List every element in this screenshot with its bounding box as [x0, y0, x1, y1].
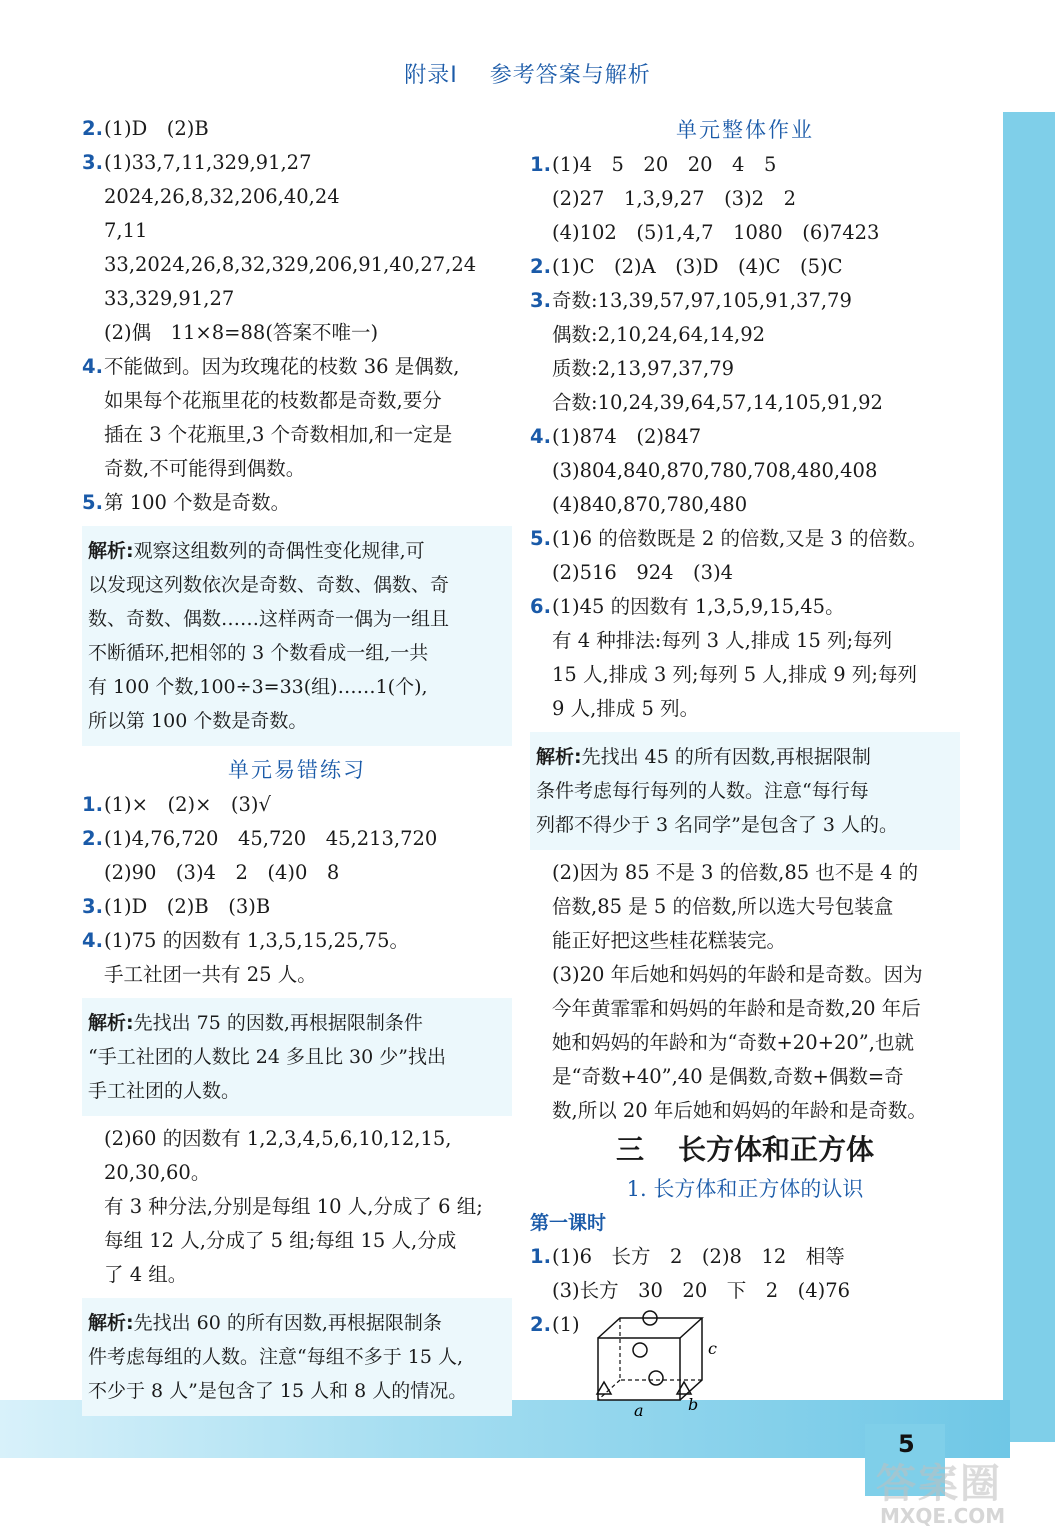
- question-number: 2.: [530, 1313, 551, 1336]
- analysis-text: 观察这组数列的奇偶性变化规律,可: [133, 540, 425, 562]
- circle-mark: [649, 1371, 663, 1385]
- answer-text: (1)874 (2)847: [552, 425, 702, 448]
- answer-text: (1)75 的因数有 1,3,5,15,25,75。: [104, 929, 409, 952]
- answer-item: [82, 112, 512, 146]
- answer-line: (3)长方 30 20 下 2 (4)76: [552, 1279, 851, 1302]
- chapter-number: 三: [615, 1133, 644, 1166]
- cuboid-right-face: [680, 1318, 702, 1400]
- analysis-label: 解析:: [88, 1312, 134, 1334]
- analysis-line: “手工社团的人数比 24 多且比 30 少”找出: [88, 1046, 446, 1068]
- answer-item: [530, 522, 960, 556]
- analysis-text: 先找出 75 的因数,再根据限制条件: [133, 1012, 423, 1034]
- answer-line: (2)90 (3)4 2 (4)0 8: [104, 861, 340, 884]
- analysis-line: [88, 1306, 506, 1340]
- left-column: [82, 112, 512, 1422]
- question-number: 2.: [82, 117, 103, 140]
- answer-text: (1)33,7,11,329,91,27: [104, 151, 312, 174]
- cuboid-front-face: [598, 1338, 680, 1400]
- cuboid-figure-item: [530, 1308, 960, 1418]
- answer-text: (1)45 的因数有 1,3,5,9,15,45。: [552, 595, 845, 618]
- question-number: 5.: [530, 527, 551, 550]
- answer-item: [82, 924, 512, 958]
- watermark-logo: [870, 1452, 1050, 1532]
- answer-item: [530, 1240, 960, 1274]
- answer-item: [82, 822, 512, 856]
- answer-line: 插在 3 个花瓶里,3 个奇数相加,和一定是: [104, 423, 453, 446]
- answer-text: (1)× (2)× (3)√: [104, 793, 271, 816]
- answer-line: 能正好把这些桂花糕装完。: [552, 929, 787, 952]
- answer-text: (1)D (2)B (3)B: [104, 895, 271, 918]
- question-number: 3.: [82, 151, 103, 174]
- circle-mark: [633, 1343, 647, 1357]
- answer-text: (1)6 长方 2 (2)8 12 相等: [552, 1245, 845, 1268]
- analysis-line: 列都不得少于 3 名同学”是包含了 3 人的。: [536, 814, 899, 836]
- answer-text: (1)4,76,720 45,720 45,213,720: [104, 827, 438, 850]
- answer-line: 质数:2,13,97,37,79: [552, 357, 735, 380]
- lesson-label: 第一课时: [530, 1212, 607, 1234]
- question-number: 5.: [82, 491, 103, 514]
- question-number: 4.: [82, 929, 103, 952]
- right-column: [530, 112, 960, 1418]
- answer-line: 每组 12 人,分成了 5 组;每组 15 人,分成: [104, 1229, 457, 1252]
- question-number: 3.: [82, 895, 103, 918]
- answer-line: (2)27 1,3,9,27 (3)2 2: [552, 187, 796, 210]
- edge-label-c: c: [708, 1339, 717, 1358]
- appendix-label: 附录Ⅰ: [404, 63, 458, 88]
- cuboid-top-face: [598, 1318, 702, 1338]
- answer-line: 是“奇数+40”,40 是偶数,奇数+偶数=奇: [552, 1065, 904, 1088]
- answer-item: [82, 146, 512, 180]
- analysis-line: [536, 740, 954, 774]
- analysis-line: 不断循环,把相邻的 3 个数看成一组,一共: [88, 642, 429, 664]
- answer-line: 偶数:2,10,24,64,14,92: [552, 323, 766, 346]
- question-number: 1.: [530, 153, 551, 176]
- section-title: 单元易错练习: [228, 758, 366, 782]
- answer-line: 9 人,排成 5 列。: [552, 697, 700, 720]
- answer-line: 倍数,85 是 5 的倍数,所以选大号包装盒: [552, 895, 894, 918]
- answer-line: (3)20 年后她和妈妈的年龄和是奇数。因为: [552, 963, 923, 986]
- analysis-line: 件考虑每组的人数。注意“每组不多于 15 人,: [88, 1346, 464, 1368]
- answer-line: 合数:10,24,39,64,57,14,105,91,92: [552, 391, 883, 414]
- answer-line: 有 3 种分法,分别是每组 10 人,分成了 6 组;: [104, 1195, 483, 1218]
- answer-line: 数,所以 20 年后她和妈妈的年龄和是奇数。: [552, 1099, 927, 1122]
- answer-item: [82, 350, 512, 384]
- answer-item: [530, 250, 960, 284]
- answer-line: (2)516 924 (3)4: [552, 561, 734, 584]
- cuboid-hidden-edges: [620, 1318, 702, 1380]
- analysis-line: 数、奇数、偶数……这样两奇一偶为一组且: [88, 608, 450, 630]
- answer-line: 手工社团一共有 25 人。: [104, 963, 317, 986]
- question-number: 6.: [530, 595, 551, 618]
- watermark-small: MXQE.COM: [880, 1504, 1006, 1528]
- answer-text: (1)C (2)A (3)D (4)C (5)C: [552, 255, 843, 278]
- question-number: 1.: [82, 793, 103, 816]
- answer-text: 不能做到。因为玫瑰花的枝数 36 是偶数,: [104, 355, 460, 378]
- answer-item: [530, 420, 960, 454]
- section-title: 单元整体作业: [676, 118, 814, 142]
- edge-label-a: a: [634, 1401, 644, 1418]
- question-number: 2.: [82, 827, 103, 850]
- answer-line: 15 人,排成 3 列;每列 5 人,排成 9 列;每列: [552, 663, 917, 686]
- analysis-line: 不少于 8 人”是包含了 15 人和 8 人的情况。: [88, 1380, 468, 1402]
- header-title: 参考答案与解析: [489, 63, 651, 88]
- answer-line: 如果每个花瓶里花的枝数都是奇数,要分: [104, 389, 442, 412]
- analysis-line: [88, 534, 506, 568]
- analysis-text: 先找出 45 的所有因数,再根据限制: [581, 746, 871, 768]
- answer-line: 奇数,不可能得到偶数。: [104, 457, 306, 480]
- cuboid-diagram: [590, 1310, 730, 1418]
- answer-text: (1)4 5 20 20 4 5: [552, 153, 777, 176]
- question-number: 3.: [530, 289, 551, 312]
- analysis-line: 条件考虑每行每列的人数。注意“每行每: [536, 780, 869, 802]
- answer-item: [82, 788, 512, 822]
- answer-item: [530, 148, 960, 182]
- page-header: [0, 58, 1055, 89]
- analysis-label: 解析:: [88, 1012, 134, 1034]
- analysis-text: 先找出 60 的所有因数,再根据限制条: [133, 1312, 442, 1334]
- answer-line: (2)60 的因数有 1,2,3,4,5,6,10,12,15,: [104, 1127, 452, 1150]
- question-number: 4.: [82, 355, 103, 378]
- subsection-title: 1. 长方体和正方体的认识: [626, 1177, 864, 1201]
- answer-line: (3)804,840,870,780,708,480,408: [552, 459, 878, 482]
- answer-text: (1)D (2)B: [104, 117, 209, 140]
- answer-line: 33,2024,26,8,32,329,206,91,40,27,24: [104, 253, 477, 276]
- analysis-line: [88, 1006, 506, 1040]
- watermark-big: 答案圈: [876, 1461, 1002, 1507]
- question-number: 2.: [530, 255, 551, 278]
- answer-line: 33,329,91,27: [104, 287, 235, 310]
- analysis-line: 所以第 100 个数是奇数。: [88, 710, 308, 732]
- analysis-box: [82, 1298, 512, 1416]
- chapter-title: [530, 1128, 960, 1172]
- answer-line: 2024,26,8,32,206,40,24: [104, 185, 340, 208]
- page-number: 5: [898, 1430, 915, 1458]
- answer-line: (4)840,870,780,480: [552, 493, 748, 516]
- answer-text: 第 100 个数是奇数。: [104, 491, 291, 514]
- answer-line: (2)因为 85 不是 3 的倍数,85 也不是 4 的: [552, 861, 919, 884]
- answer-text: 奇数:13,39,57,97,105,91,37,79: [552, 289, 852, 312]
- analysis-box: [82, 526, 512, 746]
- answer-line: 20,30,60。: [104, 1161, 211, 1184]
- analysis-line: 有 100 个数,100÷3=33(组)……1(个),: [88, 676, 428, 698]
- answer-text: (1)6 的倍数既是 2 的倍数,又是 3 的倍数。: [552, 527, 928, 550]
- question-number: 1.: [530, 1245, 551, 1268]
- answer-item: [530, 590, 960, 624]
- sub-question-label: (1): [552, 1313, 580, 1336]
- analysis-box: [82, 998, 512, 1116]
- answer-item: [82, 890, 512, 924]
- right-decor-strip: [1003, 112, 1055, 1442]
- chapter-name: 长方体和正方体: [678, 1133, 875, 1166]
- answer-line: (4)102 (5)1,4,7 1080 (6)7423: [552, 221, 880, 244]
- answer-line: 了 4 组。: [104, 1263, 188, 1286]
- analysis-label: 解析:: [536, 746, 582, 768]
- analysis-line: 以发现这列数依次是奇数、奇数、偶数、奇: [88, 574, 450, 596]
- answer-line: (2)偶 11×8=88(答案不唯一): [104, 321, 379, 344]
- answer-item: [82, 486, 512, 520]
- answer-line: 今年黄霏霏和妈妈的年龄和是奇数,20 年后: [552, 997, 921, 1020]
- answer-line: 有 4 种排法:每列 3 人,排成 15 列;每列: [552, 629, 893, 652]
- answer-line: 她和妈妈的年龄和为“奇数+20+20”,也就: [552, 1031, 914, 1054]
- analysis-box: [530, 732, 960, 850]
- answer-item: [530, 284, 960, 318]
- triangle-mark: [597, 1382, 611, 1394]
- answer-line: 7,11: [104, 219, 148, 242]
- analysis-label: 解析:: [88, 540, 134, 562]
- analysis-line: 手工社团的人数。: [88, 1080, 241, 1102]
- question-number: 4.: [530, 425, 551, 448]
- edge-label-b: b: [688, 1395, 699, 1414]
